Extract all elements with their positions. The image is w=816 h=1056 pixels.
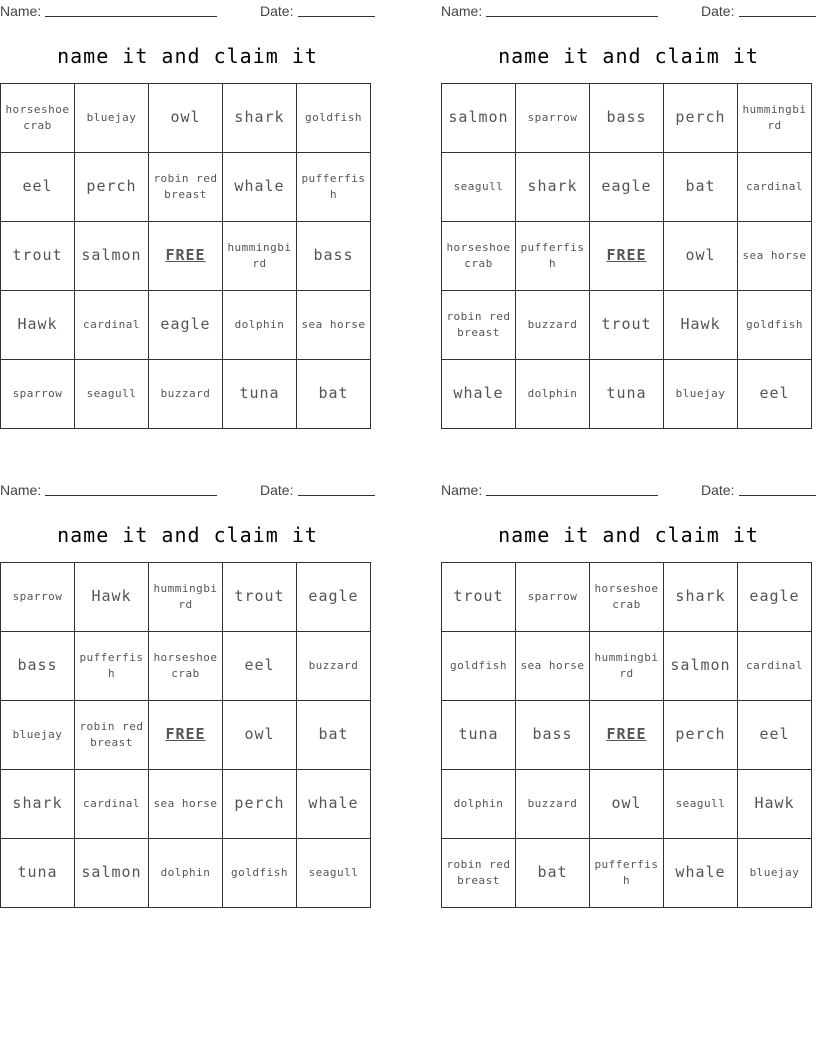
grid-row	[1, 291, 371, 360]
name-date-row	[441, 0, 816, 20]
bingo-cell: seagull	[75, 360, 149, 429]
bingo-cell: eel	[738, 701, 812, 770]
bingo-cell: shark	[1, 770, 75, 839]
bingo-cell: cardinal	[75, 770, 149, 839]
name-date-row	[0, 479, 375, 499]
bingo-cell: bat	[664, 153, 738, 222]
bingo-cell: salmon	[442, 84, 516, 153]
grid-row	[1, 701, 371, 770]
free-space: FREE	[149, 222, 223, 291]
bingo-cell: sparrow	[1, 360, 75, 429]
bingo-cell: dolphin	[223, 291, 297, 360]
bingo-cell: bass	[1, 632, 75, 701]
bingo-cell: horseshoe crab	[590, 563, 664, 632]
bingo-cell: robin redbreast	[442, 839, 516, 908]
bingo-card-2	[441, 0, 816, 403]
bingo-cell: whale	[664, 839, 738, 908]
bingo-cell: dolphin	[442, 770, 516, 839]
date-label: Date:	[260, 3, 294, 19]
bingo-cell: shark	[516, 153, 590, 222]
bingo-cell: cardinal	[738, 632, 812, 701]
bingo-cell: hummingbird	[149, 563, 223, 632]
grid-row	[442, 701, 812, 770]
bingo-cell: eagle	[149, 291, 223, 360]
bingo-cell: dolphin	[516, 360, 590, 429]
bingo-cell: eel	[1, 153, 75, 222]
date-line	[739, 495, 816, 496]
grid-row	[1, 222, 371, 291]
card-title: name it and claim it	[498, 523, 759, 547]
bingo-cell: cardinal	[75, 291, 149, 360]
bingo-cell: trout	[442, 563, 516, 632]
bingo-cell: seagull	[442, 153, 516, 222]
bingo-cell: horseshoe crab	[442, 222, 516, 291]
bingo-cell: eagle	[590, 153, 664, 222]
bingo-grid	[441, 562, 812, 908]
bingo-cell: Hawk	[664, 291, 738, 360]
date-label: Date:	[260, 482, 294, 498]
bingo-cell: owl	[590, 770, 664, 839]
bingo-cell: bluejay	[738, 839, 812, 908]
name-label: Name:	[0, 3, 42, 19]
grid-row	[1, 770, 371, 839]
bingo-cell: perch	[664, 84, 738, 153]
bingo-cell: tuna	[442, 701, 516, 770]
bingo-cell: salmon	[75, 222, 149, 291]
bingo-cell: buzzard	[516, 770, 590, 839]
bingo-cell: trout	[590, 291, 664, 360]
grid-row	[1, 632, 371, 701]
bingo-cell: sea horse	[149, 770, 223, 839]
bingo-cell: bat	[516, 839, 590, 908]
free-space: FREE	[590, 222, 664, 291]
bingo-cell: bass	[297, 222, 371, 291]
bingo-cell: tuna	[1, 839, 75, 908]
bingo-cell: sparrow	[1, 563, 75, 632]
bingo-cell: whale	[442, 360, 516, 429]
bingo-cell: hummingbird	[590, 632, 664, 701]
bingo-cell: goldfish	[442, 632, 516, 701]
bingo-cell: pufferfish	[297, 153, 371, 222]
card-title: name it and claim it	[57, 44, 318, 68]
bingo-cell: pufferfish	[516, 222, 590, 291]
bingo-cell: sparrow	[516, 563, 590, 632]
bingo-cell: trout	[223, 563, 297, 632]
bingo-cell: hummingbird	[223, 222, 297, 291]
bingo-cell: sea horse	[297, 291, 371, 360]
name-date-row	[0, 0, 375, 20]
bingo-cell: bluejay	[664, 360, 738, 429]
bingo-cell: cardinal	[738, 153, 812, 222]
bingo-cell: robin redbreast	[149, 153, 223, 222]
name-label: Name:	[441, 482, 483, 498]
bingo-cell: bass	[516, 701, 590, 770]
grid-row	[442, 291, 812, 360]
name-line	[45, 495, 217, 496]
bingo-cell: sparrow	[516, 84, 590, 153]
bingo-cell: horseshoe crab	[149, 632, 223, 701]
grid-row	[1, 839, 371, 908]
bingo-cell: perch	[664, 701, 738, 770]
bingo-cell: shark	[664, 563, 738, 632]
grid-row	[442, 153, 812, 222]
date-line	[298, 16, 375, 17]
bingo-cell: whale	[297, 770, 371, 839]
date-label: Date:	[701, 3, 735, 19]
bingo-grid	[441, 83, 812, 429]
bingo-cell: whale	[223, 153, 297, 222]
grid-row	[1, 153, 371, 222]
bingo-cell: bluejay	[75, 84, 149, 153]
bingo-cell: sea horse	[738, 222, 812, 291]
name-date-row	[441, 479, 816, 499]
bingo-cell: dolphin	[149, 839, 223, 908]
grid-row	[442, 84, 812, 153]
grid-row	[442, 632, 812, 701]
bingo-cell: tuna	[223, 360, 297, 429]
bingo-cell: robin redbreast	[442, 291, 516, 360]
bingo-cell: salmon	[75, 839, 149, 908]
bingo-cell: owl	[664, 222, 738, 291]
bingo-cell: sea horse	[516, 632, 590, 701]
bingo-cell: buzzard	[149, 360, 223, 429]
bingo-cell: bat	[297, 701, 371, 770]
grid-row	[1, 84, 371, 153]
bingo-cell: goldfish	[223, 839, 297, 908]
grid-row	[442, 770, 812, 839]
grid-row	[442, 563, 812, 632]
bingo-card-4	[441, 479, 816, 887]
grid-row	[442, 839, 812, 908]
bingo-cell: salmon	[664, 632, 738, 701]
bingo-cell: pufferfish	[590, 839, 664, 908]
name-line	[486, 495, 658, 496]
bingo-cell: eel	[738, 360, 812, 429]
bingo-cell: horseshoe crab	[1, 84, 75, 153]
name-line	[45, 16, 217, 17]
bingo-cell: eagle	[297, 563, 371, 632]
bingo-cell: owl	[149, 84, 223, 153]
grid-row	[442, 360, 812, 429]
bingo-cell: goldfish	[738, 291, 812, 360]
date-line	[739, 16, 816, 17]
bingo-card-3	[0, 479, 375, 882]
grid-row	[442, 222, 812, 291]
bingo-cell: tuna	[590, 360, 664, 429]
bingo-cell: buzzard	[297, 632, 371, 701]
card-title: name it and claim it	[57, 523, 318, 547]
grid-row	[1, 360, 371, 429]
bingo-cell: eagle	[738, 563, 812, 632]
bingo-cell: buzzard	[516, 291, 590, 360]
bingo-cell: perch	[223, 770, 297, 839]
bingo-cell: Hawk	[75, 563, 149, 632]
date-label: Date:	[701, 482, 735, 498]
date-line	[298, 495, 375, 496]
bingo-cell: eel	[223, 632, 297, 701]
bingo-cell: goldfish	[297, 84, 371, 153]
name-label: Name:	[441, 3, 483, 19]
bingo-cell: bat	[297, 360, 371, 429]
bingo-cell: Hawk	[1, 291, 75, 360]
free-space: FREE	[149, 701, 223, 770]
bingo-cell: hummingbird	[738, 84, 812, 153]
bingo-cell: robin redbreast	[75, 701, 149, 770]
card-title: name it and claim it	[498, 44, 759, 68]
name-label: Name:	[0, 482, 42, 498]
bingo-card-1	[0, 0, 375, 403]
name-line	[486, 16, 658, 17]
bingo-cell: perch	[75, 153, 149, 222]
bingo-cell: Hawk	[738, 770, 812, 839]
bingo-grid	[0, 562, 371, 908]
bingo-cell: shark	[223, 84, 297, 153]
bingo-cell: bass	[590, 84, 664, 153]
bingo-grid	[0, 83, 371, 429]
bingo-cell: seagull	[297, 839, 371, 908]
bingo-cell: seagull	[664, 770, 738, 839]
bingo-cell: trout	[1, 222, 75, 291]
bingo-cell: owl	[223, 701, 297, 770]
free-space: FREE	[590, 701, 664, 770]
grid-row	[1, 563, 371, 632]
bingo-cell: bluejay	[1, 701, 75, 770]
bingo-cell: pufferfish	[75, 632, 149, 701]
